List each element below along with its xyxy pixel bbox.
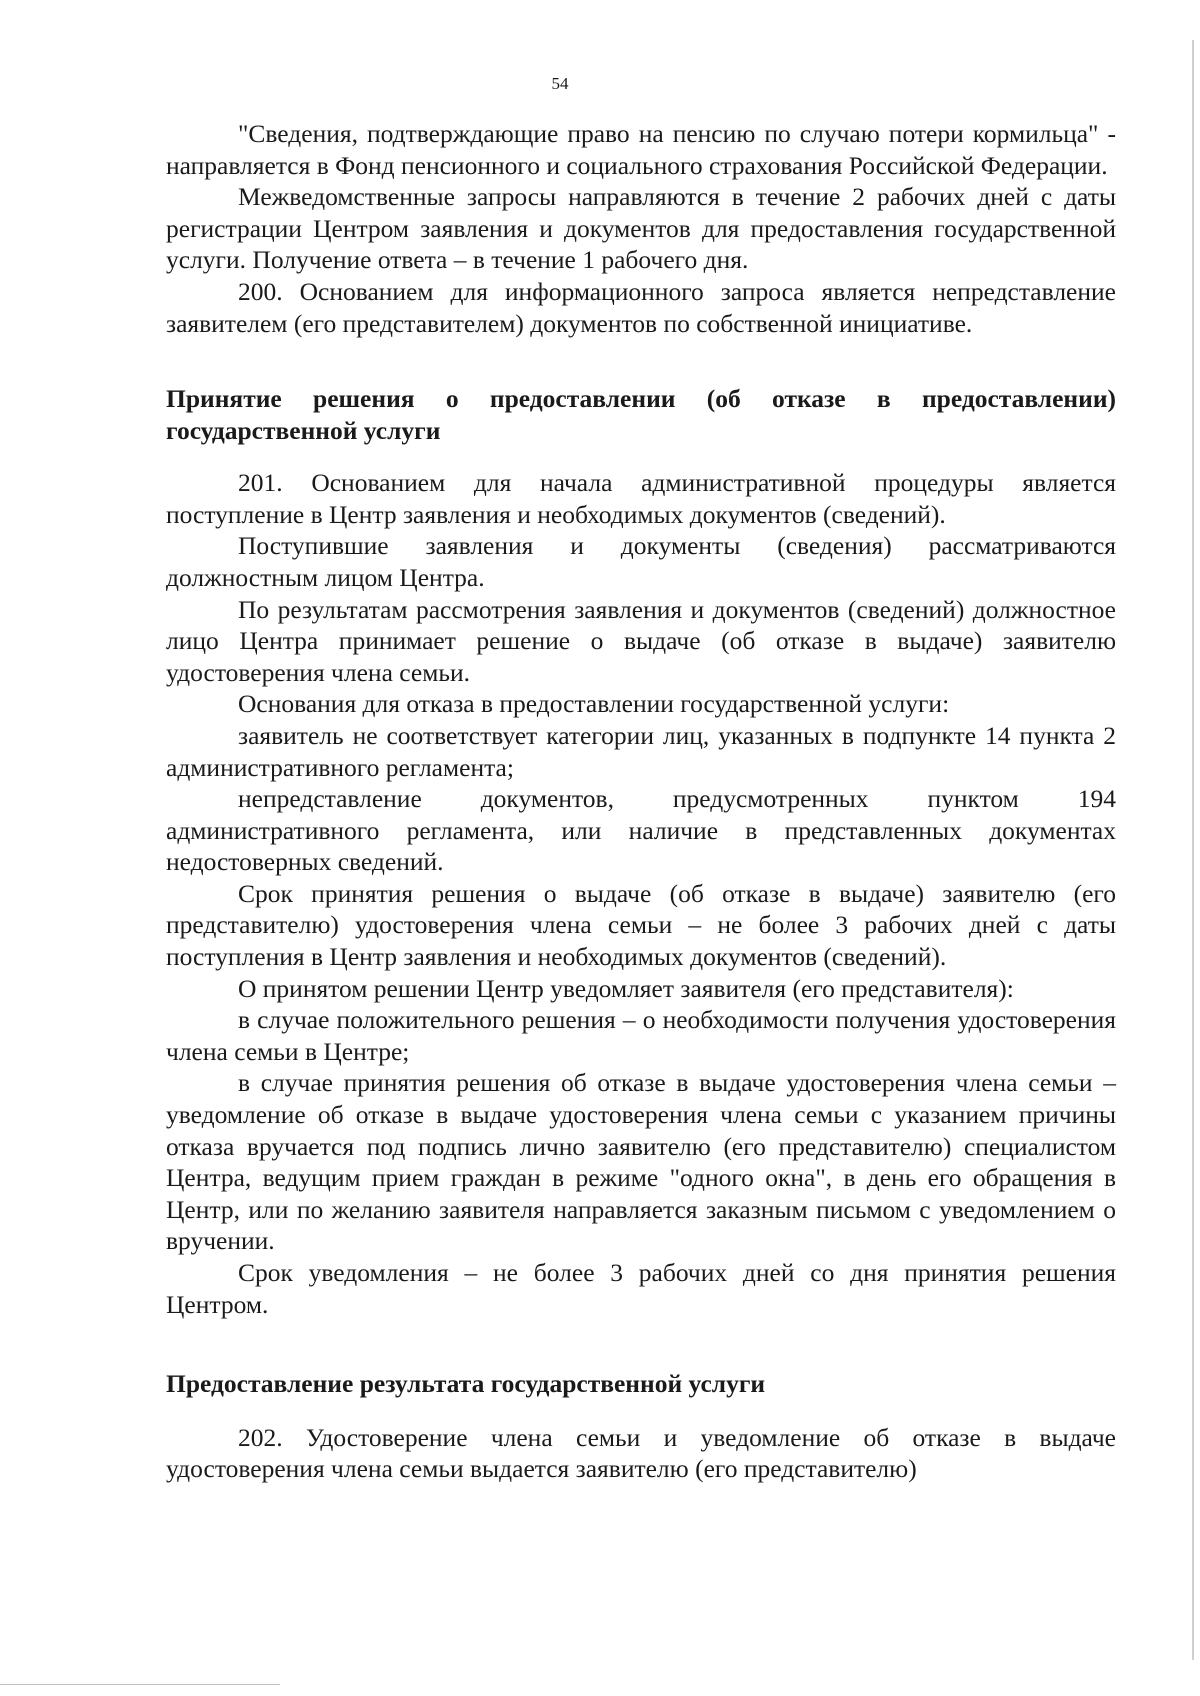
document-body bbox=[166, 118, 1116, 1485]
scan-bottom-line bbox=[0, 1684, 280, 1685]
scan-edge-line bbox=[1192, 40, 1194, 1660]
paragraph: 200. Основанием для информационного запроса является непредставление заявителем (его представителем) документов по собственной инициативе. bbox=[166, 276, 1116, 338]
paragraph: "Сведения, подтверждающие право на пенсию по случаю потери кормильца" - направляется в Фонд пенсионного и социального страхования Российской Федерации. bbox=[166, 119, 1116, 180]
paragraph: заявитель не соответствует категории лиц, указанных в подпункте 14 пункта 2 административного регламента; bbox=[166, 720, 1116, 782]
paragraph: непредставление документов, предусмотренных пунктом 194 административного регламента, или наличие в представленных документах недостоверных сведений. bbox=[166, 784, 1116, 877]
paragraph: О принятом решении Центр уведомляет заявителя (его представителя): bbox=[238, 973, 1014, 1003]
paragraph: в случае принятия решения об отказе в выдаче удостоверения члена семьи – уведомление об отказе в выдаче удостоверения члена семьи с указанием причины отказа вручается под подпись лично заявителю (его представителю) специалистом Центра, ведущим прием граждан в режиме "одного окна", в день его обращения в Центр, или по желанию заявителя направляется заказным письмом с уведомлением о вручении. bbox=[166, 1068, 1116, 1256]
paragraph: Срок принятия решения о выдаче (об отказе в выдаче) заявителю (его представителю) удостоверения члена семьи – не более 3 рабочих дней с даты поступления в Центр заявления и необходимых документов (сведений). bbox=[166, 878, 1116, 972]
page-number: 54 bbox=[551, 74, 569, 93]
paragraph: 201. Основанием для начала административной процедуры является поступление в Центр заявления и необходимых документов (сведений). bbox=[166, 468, 1116, 529]
paragraph: Поступившие заявления и документы (сведения) рассматриваются должностным лицом Центра. bbox=[166, 531, 1116, 592]
paragraph: Межведомственные запросы направляются в течение 2 рабочих дней с даты регистрации Центром заявления и документов для предоставления государственной услуги. Получение ответа – в течение 1 рабочего дня. bbox=[166, 182, 1116, 275]
paragraph: По результатам рассмотрения заявления и документов (сведений) должностное лицо Центра принимает решение о выдаче (об отказе в выдаче) заявителю удостоверения члена семьи. bbox=[166, 594, 1116, 687]
paragraph: Основания для отказа в предоставлении государственной услуги: bbox=[238, 689, 950, 719]
paragraph: 202. Удостоверение члена семьи и уведомление об отказе в выдаче удостоверения члена семьи выдается заявителю (его представителю) bbox=[166, 1422, 1116, 1484]
paragraph: в случае положительного решения – о необходимости получения удостоверения члена семьи в Центре; bbox=[166, 1005, 1116, 1066]
section-heading: Принятие решения о предоставлении (об отказе в предоставлении) государственной услуги bbox=[166, 384, 1116, 446]
paragraph: Срок уведомления – не более 3 рабочих дней со дня принятия решения Центром. bbox=[166, 1258, 1116, 1319]
section-heading: Предоставление результата государственной услуги bbox=[166, 1369, 766, 1399]
